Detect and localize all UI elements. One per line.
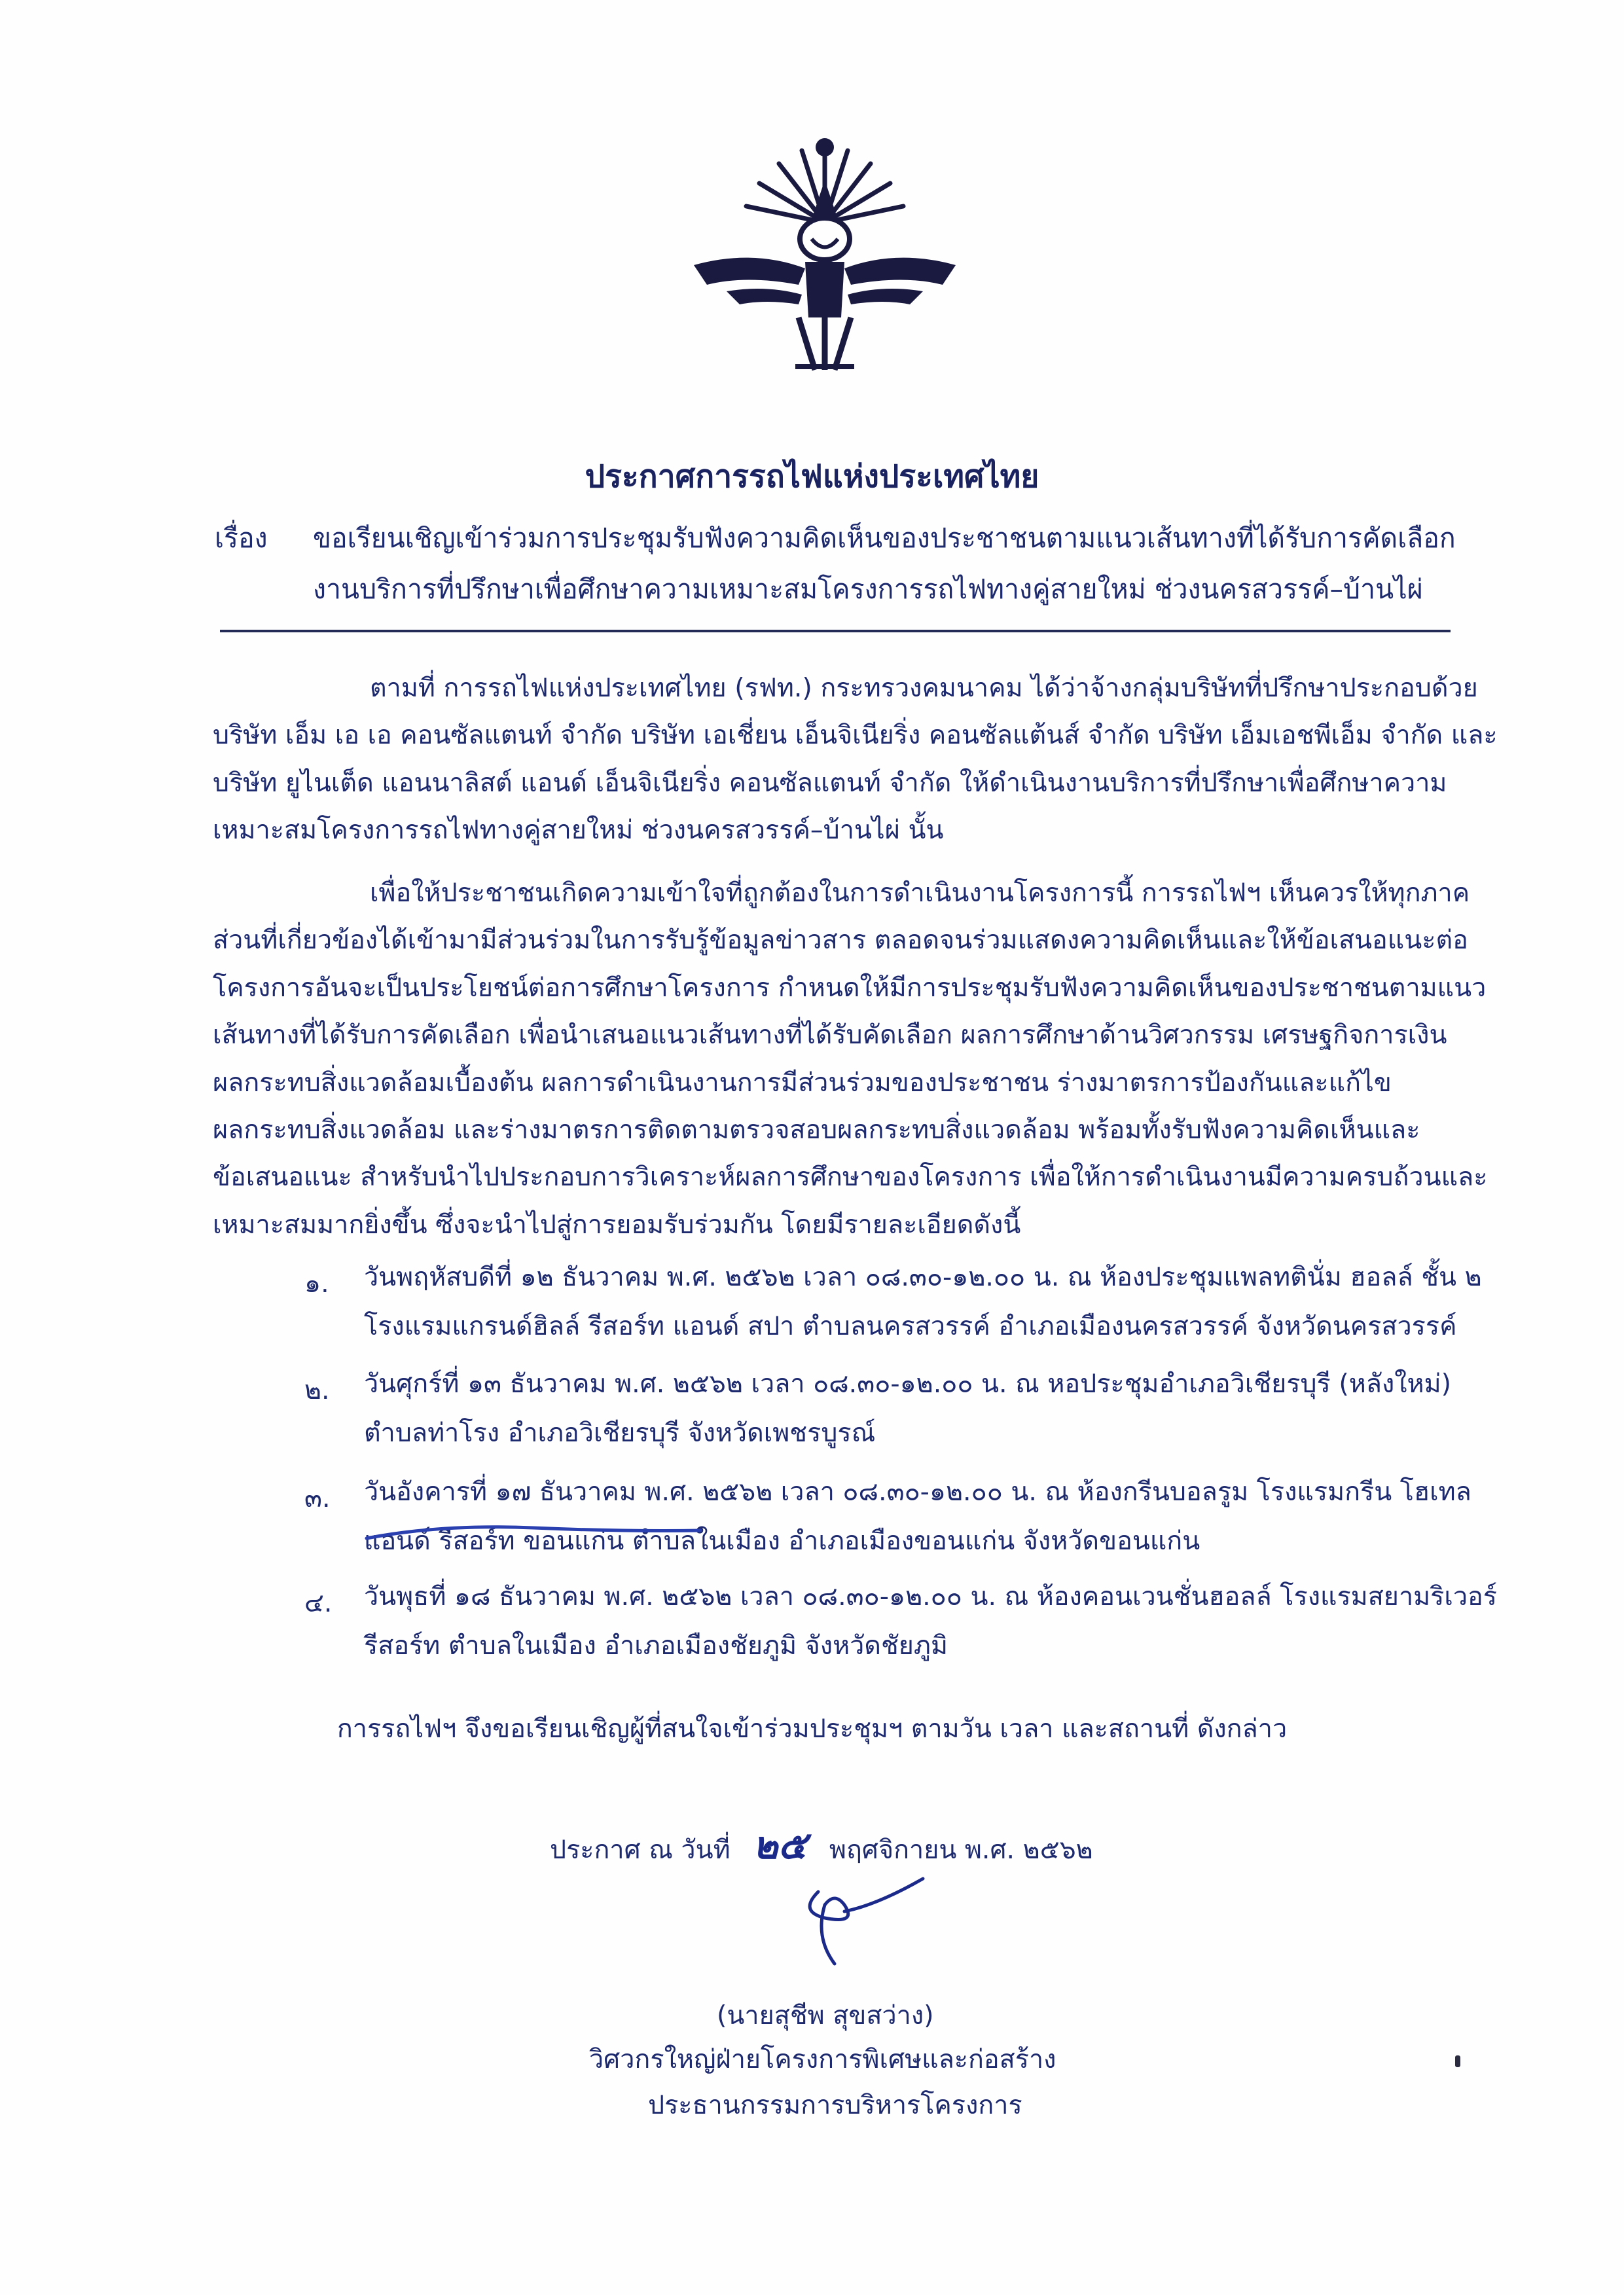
paragraph-2-line: ผลกระทบสิ่งแวดล้อม และร่างมาตรการติดตามตรวจสอบผลกระทบสิ่งแวดล้อม พร้อมทั้งรับฟังความคิดเห็นและ	[213, 1115, 1420, 1146]
closing-statement: การรถไฟฯ จึงขอเรียนเชิญผู้ที่สนใจเข้าร่วมประชุมฯ ตามวัน เวลา และสถานที่ ดังกล่าว	[336, 1714, 1288, 1744]
meeting-4-line-1: วันพุธที่ ๑๘ ธันวาคม พ.ศ. ๒๕๖๒ เวลา ๐๘.๓๐-๑๒.๐๐ น. ณ ห้องคอนเวนชั่นฮอลล์ โรงแรมสยามริเวอร์	[364, 1581, 1497, 1612]
announce-day: ๒๕	[753, 1823, 807, 1868]
meeting-3-line-1: วันอังคารที่ ๑๗ ธันวาคม พ.ศ. ๒๕๖๒ เวลา ๐๘.๓๐-๑๒.๐๐ น. ณ ห้องกรีนบอลรูม โรงแรมกรีน โฮเทล	[364, 1477, 1471, 1507]
signer-name: (นายสุชีพ สุขสว่าง)	[717, 2000, 934, 2031]
meeting-2-number: ๒.	[304, 1375, 330, 1405]
srt-garuda-emblem-icon	[681, 108, 969, 396]
pen-mark-icon	[363, 1519, 704, 1545]
announce-suffix: พฤศจิกายน พ.ศ. ๒๕๖๒	[829, 1835, 1093, 1865]
paragraph-2-line: ข้อเสนอแนะ สำหรับนำไปประกอบการวิเคราะห์ผลการศึกษาของโครงการ เพื่อให้การดำเนินงานมีความครบถ้วนและ	[213, 1162, 1488, 1193]
subject-line-2: งานบริการที่ปรึกษาเพื่อศึกษาความเหมาะสมโครงการรถไฟทางคู่สายใหม่ ช่วงนครสวรรค์–บ้านไผ่	[313, 573, 1423, 605]
paragraph-2-line: ผลกระทบสิ่งแวดล้อมเบื้องต้น ผลการดำเนินงานการมีส่วนร่วมของประชาชน ร่างมาตรการป้องกันและแก้ไข	[213, 1067, 1392, 1098]
paragraph-2-line: เหมาะสมมากยิ่งขึ้น ซึ่งจะนำไปสู่การยอมรับร่วมกัน โดยมีรายละเอียดดังนี้	[213, 1209, 1021, 1240]
subject-label: เรื่อง	[215, 522, 268, 554]
meeting-3-number: ๓.	[304, 1483, 331, 1513]
document-title: ประกาศการรถไฟแห่งประเทศไทย	[585, 458, 1039, 495]
paragraph-2	[213, 869, 1488, 1248]
signer-position-2: ประธานกรรมการบริหารโครงการ	[648, 2090, 1022, 2120]
meeting-4-line-2: รีสอร์ท ตำบลในเมือง อำเภอเมืองชัยภูมิ จังหวัดชัยภูมิ	[364, 1631, 948, 1661]
scan-speck	[1455, 2055, 1460, 2067]
paragraph-2-line: ส่วนที่เกี่ยวข้องได้เข้ามามีส่วนร่วมในการรับรู้ข้อมูลข่าวสาร ตลอดจนร่วมแสดงความคิดเห็นและให้ข้อเสนอแนะต่อ	[213, 925, 1468, 956]
subject-line-1: ขอเรียนเชิญเข้าร่วมการประชุมรับฟังความคิดเห็นของประชาชนตามแนวเส้นทางที่ได้รับการคัดเลือก	[313, 522, 1456, 554]
meeting-3-line-2: แอนด์ รีสอร์ท ขอนแก่น ตำบลในเมือง อำเภอเมืองขอนแก่น จังหวัดขอนแก่น	[364, 1526, 1200, 1556]
meeting-1-line-1: วันพฤหัสบดีที่ ๑๒ ธันวาคม พ.ศ. ๒๕๖๒ เวลา ๐๘.๓๐-๑๒.๐๐ น. ณ ห้องประชุมแพลทตินั่ม ฮอลล์ ชั้น ๒	[364, 1262, 1482, 1292]
paragraph-2-line: เพื่อให้ประชาชนเกิดความเข้าใจที่ถูกต้องในการดำเนินงานโครงการนี้ การรถไฟฯ เห็นควรให้ทุกภาค	[370, 878, 1470, 908]
signer-position-1: วิศวกรใหญ่ฝ่ายโครงการพิเศษและก่อสร้าง	[589, 2044, 1056, 2074]
meeting-1-number: ๑.	[304, 1269, 329, 1299]
paragraph-1-line: บริษัท ยูไนเต็ด แอนนาลิสต์ แอนด์ เอ็นจิเนียริ่ง คอนซัลแตนท์ จำกัด ให้ดำเนินงานบริการที่ปรึกษาเพื่อศึกษาความ	[213, 767, 1447, 798]
paragraph-1-line: ตามที่ การรถไฟแห่งประเทศไทย (รฟท.) กระทรวงคมนาคม ได้ว่าจ้างกลุ่มบริษัทที่ปรึกษาประกอบด้วย	[370, 673, 1478, 703]
announce-prefix: ประกาศ ณ วันที่	[550, 1835, 731, 1865]
meeting-2-line-2: ตำบลท่าโรง อำเภอวิเชียรบุรี จังหวัดเพชรบูรณ์	[364, 1418, 876, 1448]
paragraph-2-line: เส้นทางที่ได้รับการคัดเลือก เพื่อนำเสนอแนวเส้นทางที่ได้รับคัดเลือก ผลการศึกษาด้านวิศวกรรม เศรษฐกิจการเงิน	[213, 1020, 1447, 1051]
paragraph-2-line: โครงการอันจะเป็นประโยชน์ต่อการศึกษาโครงการ กำหนดให้มีการประชุมรับฟังความคิดเห็นของประชาชนตามแนว	[213, 972, 1487, 1003]
paragraph-1-line: เหมาะสมโครงการรถไฟทางคู่สายใหม่ ช่วงนครสวรรค์–บ้านไผ่ นั้น	[213, 815, 944, 846]
paragraph-1-line: บริษัท เอ็ม เอ เอ คอนซัลแตนท์ จำกัด บริษัท เอเชี่ยน เอ็นจิเนียริ่ง คอนซัลแต้นส์ จำกัด บริษัท เอ็มเอชพีเอ็ม จำกัด และ	[213, 720, 1498, 751]
handwritten-signature-icon	[772, 1866, 969, 1983]
header-divider	[220, 630, 1451, 632]
meeting-2-line-1: วันศุกร์ที่ ๑๓ ธันวาคม พ.ศ. ๒๕๖๒ เวลา ๐๘.๓๐-๑๒.๐๐ น. ณ หอประชุมอำเภอวิเชียรบุรี (หลังใหม่)	[364, 1369, 1452, 1399]
paragraph-1	[213, 664, 1498, 854]
meeting-4-number: ๔.	[304, 1588, 333, 1618]
meeting-1-line-2: โรงแรมแกรนด์ฮิลล์ รีสอร์ท แอนด์ สปา ตำบลนครสวรรค์ อำเภอเมืองนครสวรรค์ จังหวัดนครสวรรค์	[364, 1311, 1457, 1341]
